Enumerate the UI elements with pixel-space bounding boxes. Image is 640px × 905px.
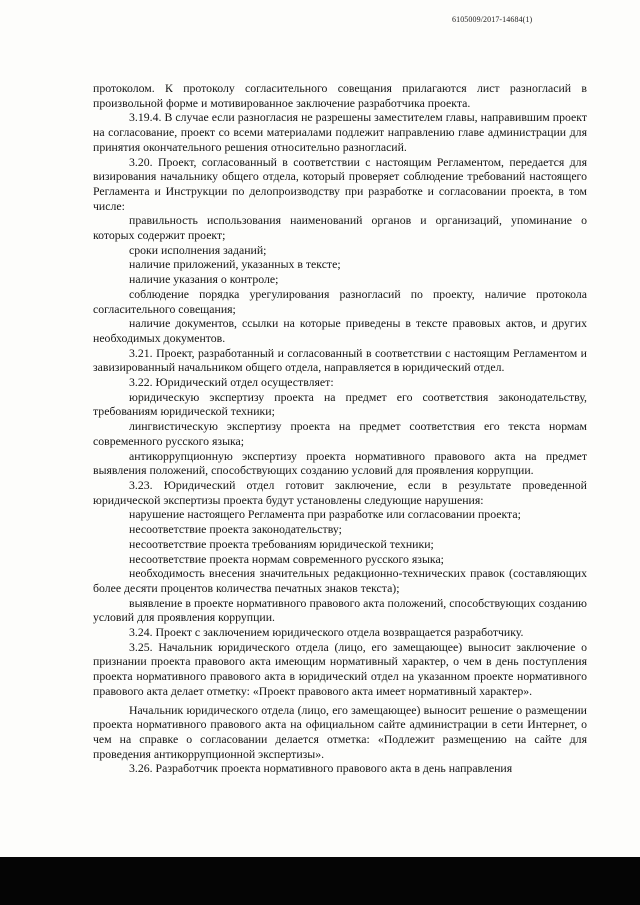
list-item-legal-review: юридическую экспертизу проекта на предмет его соответствия законодательству, требованиям юридической техники; [93,389,587,419]
list-item-deadlines: сроки исполнения заданий; [129,242,267,257]
paragraph-publication-decision: Начальник юридического отдела (лицо, его замещающее) выносит решение о размещении проекта нормативного правового акта на официальном сайте администрации в сети Интернет, о чем на справке о согласовании делается отметка: «Подлежит размещению на сайте для проведения антикоррупционной экспертизы». [93,702,587,761]
list-item-control: наличие указания о контроле; [129,272,279,287]
list-item-violation-technique: несоответствие проекта требованиям юридической техники; [129,536,434,551]
paragraph-3-19-4: 3.19.4. В случае если разногласия не разрешены заместителем главы, направившим проект на согласование, проект со всеми материалами подлежит направлению главе администрации для принятия окончательного решения относительно разногласий. [93,110,587,154]
list-item-violation-legislation: несоответствие проекта законодательству; [129,522,342,537]
list-item-disagreements: соблюдение порядка урегулирования разногласий по проекту, наличие протокола согласительного совещания; [93,286,587,316]
list-item-violation-edits: необходимость внесения значительных редакционно-технических правок (составляющих более десяти процентов количества печатных знаков текста); [93,566,587,595]
scan-bottom-edge [0,857,640,905]
paragraph-3-26: 3.26. Разработчик проекта нормативного правового акта в день направления [129,761,513,776]
list-item-documents: наличие документов, ссылки на которые приведены в тексте правовых актов, и других необходимых документов. [93,316,587,345]
document-registration-number: 6105009/2017-14684(1) [452,15,533,24]
paragraph-3-23: 3.23. Юридический отдел готовит заключение, если в результате проведенной юридической экспертизы проекта будут установлены следующие нарушения: [93,477,587,507]
list-item-attachments: наличие приложений, указанных в тексте; [129,257,341,272]
document-body [93,81,587,776]
paragraph-3-24: 3.24. Проект с заключением юридического отдела возвращается разработчику. [129,625,524,640]
paragraph-continuation: протоколом. К протоколу согласительного совещания прилагаются лист разногласий в произвольной форме и мотивированное заключение разработчика проекта. [93,81,587,110]
list-item-violation-regulation: нарушение настоящего Регламента при разработке или согласовании проекта; [129,507,521,522]
list-item-names: правильность использования наименований органов и организаций, упоминание о которых содержит проект; [93,213,587,243]
list-item-anticorruption-review: антикоррупционную экспертизу проекта нормативного правового акта на предмет выявления положений, способствующих созданию условий для проявления коррупции. [93,448,587,478]
list-item-violation-language: несоответствие проекта нормам современного русского языка; [129,551,444,566]
paragraph-3-21: 3.21. Проект, разработанный и согласованный в соответствии с настоящим Регламентом и завизированный начальником общего отдела, направляется в юридический отдел. [93,345,587,375]
list-item-linguistic-review: лингвистическую экспертизу проекта на предмет соответствия его текста нормам современного русского языка; [93,419,587,448]
list-item-violation-corruption: выявление в проекте нормативного правового акта положений, способствующих созданию условий для проявления коррупции. [93,595,587,625]
paragraph-3-25: 3.25. Начальник юридического отдела (лицо, его замещающее) выносит заключение о признании проекта правового акта имеющим нормативный характер, о чем в день поступления проекта нормативного правового акта в юридический отдел на указанном проекте нормативного правового акта делает отметку: «Проект правового акта имеет нормативный характер». [93,639,587,698]
paragraph-3-22: 3.22. Юридический отдел осуществляет: [129,375,334,390]
paragraph-3-20: 3.20. Проект, согласованный в соответствии с настоящим Регламентом, передается для визирования начальнику общего отдела, который проверяет соблюдение требований настоящего Регламента и Инструкции по делопроизводству при разработке и согласовании проекта, в том числе: [93,154,587,213]
